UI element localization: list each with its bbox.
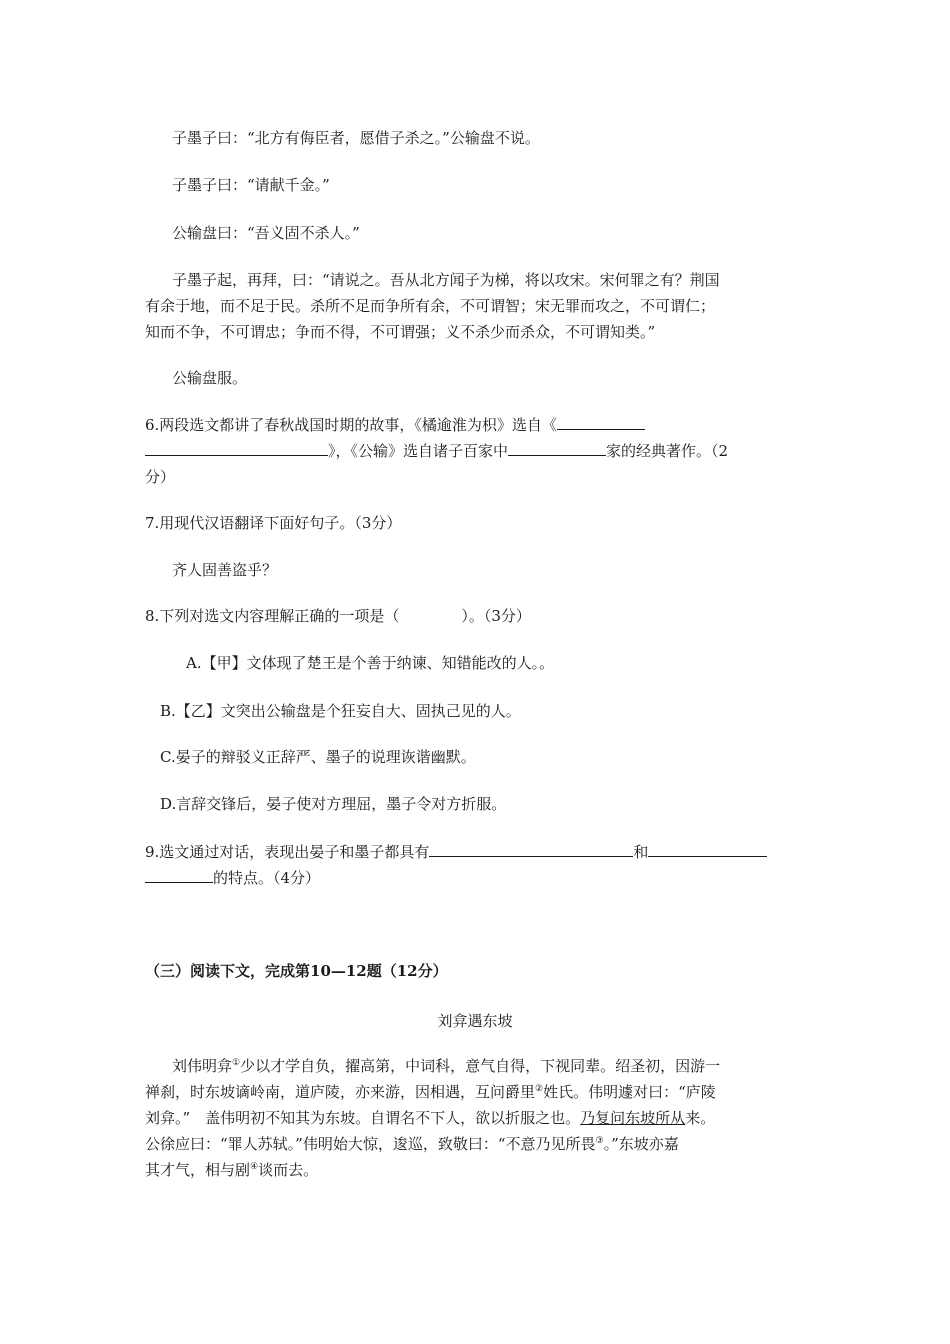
passage-text: 刘伟明弇 (172, 1057, 233, 1075)
question-9-text: 和 (633, 843, 649, 861)
passage-line (145, 1133, 679, 1155)
option-b: B.【乙】文突出公输盘是个狂妄自大、固执己见的人。 (160, 702, 521, 720)
footnote-marker: ① (232, 1058, 241, 1068)
passage-text: 谈而去。 (258, 1161, 319, 1179)
question-8-text: 8.下列对选文内容理解正确的一项是（ (145, 607, 400, 625)
footnote-marker: ④ (250, 1162, 259, 1172)
question-8-text: ）。（3分） (461, 607, 531, 625)
passage-text: 。”东坡亦嘉 (603, 1135, 679, 1153)
option-d: D.言辞交锋后，晏子使对方理屈，墨子令对方折服。 (160, 795, 507, 813)
passage-paragraph-line: 有余于地，而不足于民。杀所不足而争所有余，不可谓智；宋无罪而攻之，不可谓仁； (145, 297, 716, 315)
answer-blank[interactable] (145, 440, 328, 456)
question-8-prompt (145, 605, 531, 627)
section-heading: （三）阅读下文，完成第10—12题（12分） (145, 962, 448, 980)
passage-line (145, 1159, 318, 1181)
answer-blank[interactable] (648, 841, 767, 857)
option-c: C.晏子的辩驳义正辞严、墨子的说理诙谐幽默。 (160, 748, 476, 766)
footnote-marker: ③ (595, 1136, 604, 1146)
passage-paragraph-line: 子墨子起，再拜，曰：“请说之。吾从北方闻子为梯，将以攻宋。宋何罪之有？荆国 (172, 271, 720, 289)
question-6-line3: 分） (145, 468, 176, 486)
question-6-text: 》，《公输》选自诸子百家中 (328, 442, 509, 460)
question-7-sentence: 齐人固善盗乎？ (172, 561, 278, 579)
answer-blank[interactable] (557, 414, 645, 430)
passage-paragraph-line: 知而不争，不可谓忠；争而不得，不可谓强；义不杀少而杀众，不可谓知类。” (145, 323, 656, 341)
passage-line (145, 1081, 716, 1103)
passage-line (145, 1107, 715, 1129)
question-6-text: 6.两段选文都讲了春秋战国时期的故事，《橘逾淮为枳》选自《 (145, 416, 557, 434)
question-7-prompt: 7.用现代汉语翻译下面好句子。（3分） (145, 514, 402, 532)
passage-paragraph: 公输盘曰：“吾义固不杀人。” (172, 224, 360, 242)
passage-text: 公徐应曰：“罪人苏轼。”伟明始大惊，逡巡，致敬曰：“不意乃见所畏 (145, 1135, 596, 1153)
question-9-text: 9.选文通过对话，表现出晏子和墨子都具有 (145, 843, 430, 861)
passage-text: 刘弇。” 盖伟明初不知其为东坡。自谓名不下人，欲以折服之也。 (145, 1109, 581, 1127)
passage-text: 姓氏。伟明遽对曰：“庐陵 (543, 1083, 716, 1101)
question-6 (145, 414, 645, 436)
option-a: A.【甲】文体现了楚王是个善于纳谏、知错能改的人。。 (186, 654, 555, 672)
question-9-line2 (145, 867, 320, 889)
answer-blank[interactable] (145, 867, 213, 883)
answer-blank[interactable] (508, 440, 606, 456)
passage-paragraph: 公输盘服。 (172, 369, 248, 387)
passage-text: 其才气，相与剧 (145, 1161, 251, 1179)
passage-paragraph: 子墨子曰：“北方有侮臣者，愿借子杀之。”公输盘不说。 (172, 129, 540, 147)
footnote-marker: ② (535, 1084, 544, 1094)
passage-text: 禅刹，时东坡谪岭南，道庐陵，亦来游，因相遇，互问爵里 (145, 1083, 536, 1101)
passage-text: 来。 (685, 1109, 716, 1127)
passage-line (172, 1055, 720, 1077)
underlined-sentence: 乃复问东坡所从 (580, 1109, 686, 1127)
question-9-text: 的特点。（4分） (213, 869, 321, 887)
question-6-line2 (145, 440, 728, 462)
passage-text: 少以才学自负，擢高第，中词科，意气自得，下视同辈。绍圣初，因游一 (240, 1057, 721, 1075)
answer-blank[interactable] (429, 841, 633, 857)
passage-paragraph: 子墨子曰：“请献千金。” (172, 176, 330, 194)
passage-title: 刘弇遇东坡 (437, 1012, 513, 1030)
question-9 (145, 841, 767, 863)
question-6-text: 家的经典著作。（2 (606, 442, 729, 460)
